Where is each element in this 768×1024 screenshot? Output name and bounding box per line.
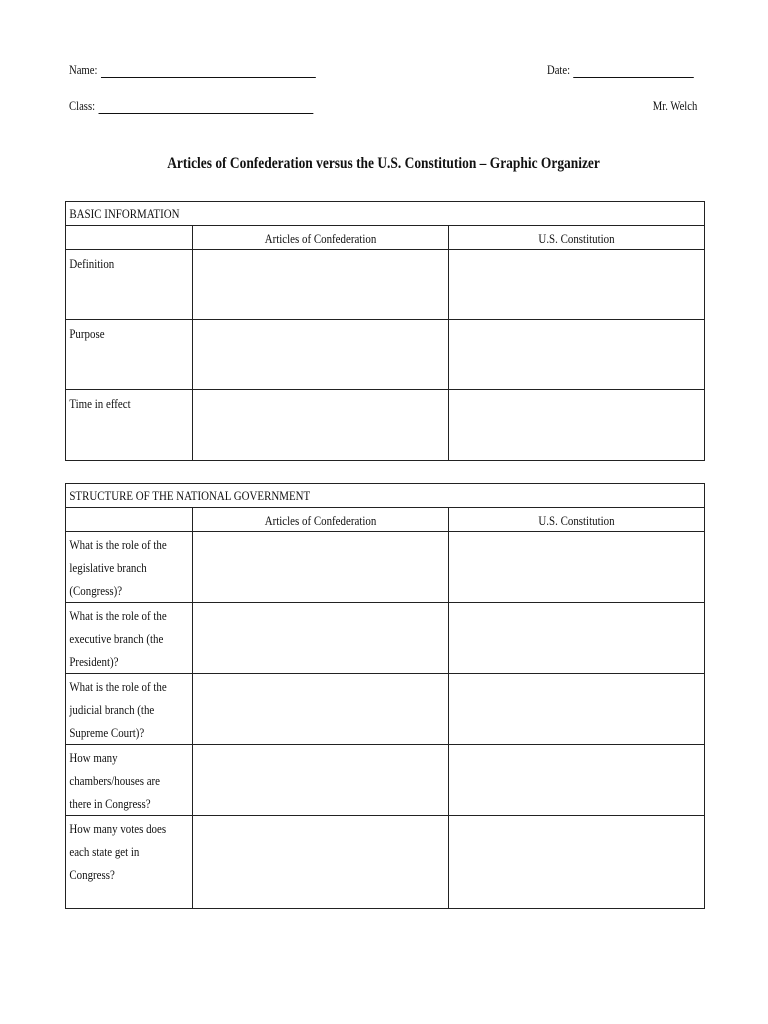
document-title: Articles of Confederation versus the U.S. Constitution – Graphic Organizer xyxy=(167,155,601,172)
basic-header-constitution: U.S. Constitution xyxy=(538,231,615,246)
basic-header-constitution-cell xyxy=(449,226,705,250)
basic-section-title: BASIC INFORMATION xyxy=(69,206,180,221)
constitution-answer-cell[interactable] xyxy=(449,745,705,816)
articles-answer-cell[interactable] xyxy=(193,816,449,909)
basic-section-header-row xyxy=(66,202,705,226)
row-label-legislative: What is the role of the legislative branch (Congress)? xyxy=(69,537,167,598)
table-row xyxy=(66,745,705,816)
row-label-executive: What is the role of the executive branch (the President)? xyxy=(69,608,167,669)
teacher-name: Mr. Welch xyxy=(652,98,697,113)
structure-section-header-cell xyxy=(66,484,705,508)
row-label-cell xyxy=(66,320,193,390)
basic-header-articles: Articles of Confederation xyxy=(264,231,377,246)
row-label-time-in-effect: Time in effect xyxy=(69,396,131,411)
structure-column-header-row xyxy=(66,508,705,532)
row-label-cell xyxy=(66,250,193,320)
table-row xyxy=(66,320,705,390)
table-row xyxy=(66,250,705,320)
constitution-answer-cell[interactable] xyxy=(449,674,705,745)
row-label-cell xyxy=(66,532,193,603)
table-row xyxy=(66,816,705,909)
table-row xyxy=(66,603,705,674)
articles-answer-cell[interactable] xyxy=(193,320,449,390)
name-blank-line[interactable] xyxy=(101,63,316,78)
articles-answer-cell[interactable] xyxy=(193,532,449,603)
articles-answer-cell[interactable] xyxy=(193,745,449,816)
document-title-wrap xyxy=(0,155,768,173)
date-field-row xyxy=(547,62,694,78)
constitution-answer-cell[interactable] xyxy=(449,250,705,320)
row-label-chambers: How many chambers/houses are there in Congress? xyxy=(69,750,161,811)
basic-header-articles-cell xyxy=(193,226,449,250)
basic-column-header-row xyxy=(66,226,705,250)
constitution-answer-cell[interactable] xyxy=(449,816,705,909)
row-label-cell xyxy=(66,816,193,909)
name-field-row xyxy=(69,62,316,78)
structure-header-constitution-cell xyxy=(449,508,705,532)
class-blank-line[interactable] xyxy=(98,99,313,114)
constitution-answer-cell[interactable] xyxy=(449,390,705,461)
table-row xyxy=(66,532,705,603)
basic-information-table xyxy=(65,201,705,461)
table-row xyxy=(66,674,705,745)
row-label-cell xyxy=(66,674,193,745)
structure-government-table xyxy=(65,483,705,909)
structure-header-articles: Articles of Confederation xyxy=(264,513,377,528)
date-label: Date: xyxy=(547,62,571,77)
class-field-row xyxy=(69,98,313,114)
row-label-votes: How many votes does each state get in Congress? xyxy=(69,821,167,882)
table-row xyxy=(66,390,705,461)
articles-answer-cell[interactable] xyxy=(193,250,449,320)
row-label-cell xyxy=(66,390,193,461)
structure-header-empty-cell xyxy=(66,508,193,532)
row-label-purpose: Purpose xyxy=(69,326,105,341)
row-label-definition: Definition xyxy=(69,256,115,271)
structure-header-constitution: U.S. Constitution xyxy=(538,513,615,528)
row-label-judicial: What is the role of the judicial branch (the Supreme Court)? xyxy=(69,679,167,740)
articles-answer-cell[interactable] xyxy=(193,674,449,745)
row-label-cell xyxy=(66,745,193,816)
constitution-answer-cell[interactable] xyxy=(449,320,705,390)
structure-header-articles-cell xyxy=(193,508,449,532)
date-blank-line[interactable] xyxy=(573,63,694,78)
basic-header-empty-cell xyxy=(66,226,193,250)
structure-section-header-row xyxy=(66,484,705,508)
basic-section-header-cell xyxy=(66,202,705,226)
name-label: Name: xyxy=(69,62,98,77)
articles-answer-cell[interactable] xyxy=(193,603,449,674)
class-label: Class: xyxy=(69,98,96,113)
constitution-answer-cell[interactable] xyxy=(449,603,705,674)
structure-section-title: STRUCTURE OF THE NATIONAL GOVERNMENT xyxy=(69,488,311,503)
constitution-answer-cell[interactable] xyxy=(449,532,705,603)
row-label-cell xyxy=(66,603,193,674)
articles-answer-cell[interactable] xyxy=(193,390,449,461)
